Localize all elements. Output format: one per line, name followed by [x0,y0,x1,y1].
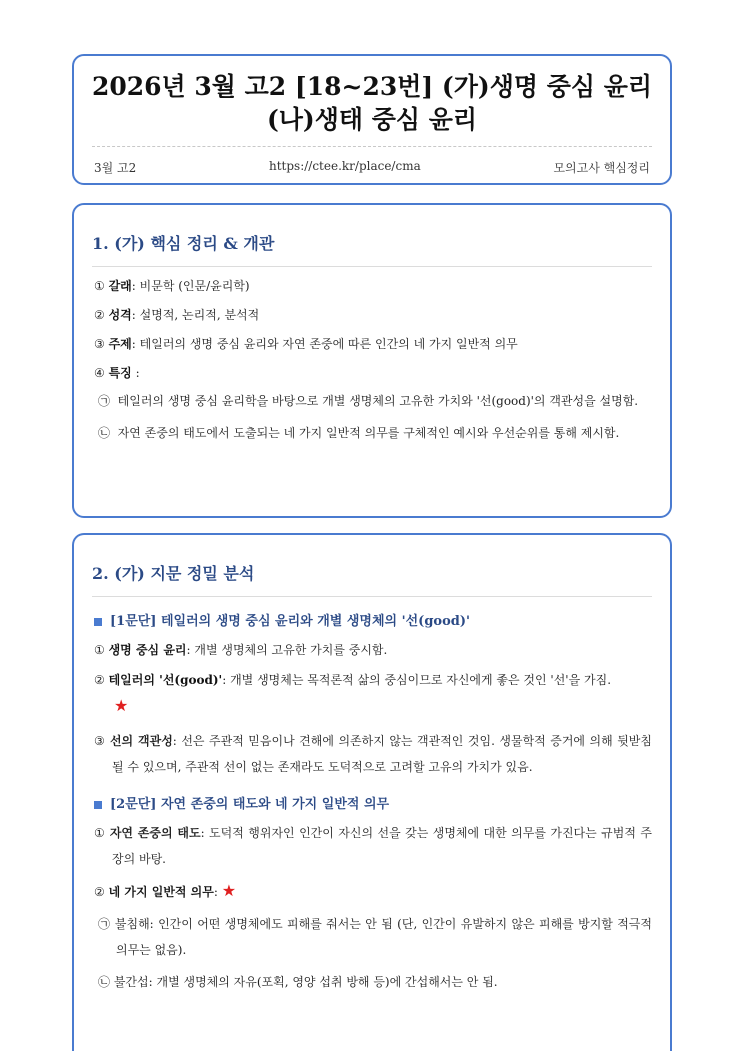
title-line-1: 2026년 3월 고2 [18~23번] (가)생명 중심 윤리 [91,72,653,101]
section-2-card [72,533,672,1051]
para2-item-1: ① 자연 존중의 태도: 도덕적 행위자인 인간이 자신의 선을 갖는 생명체에 대한 의무를 가진다는 규범적 주장의 바탕. [94,826,652,866]
paragraph-1-heading: [1문단] 테일러의 생명 중심 윤리와 개별 생명체의 '선(good)' [74,609,670,635]
overview-item-theme: ③ 주제: 테일러의 생명 중심 윤리와 자연 존중에 따른 인간의 네 가지 일반적 의무 [94,337,518,351]
para1-item-3: ③ 선의 객관성: 선은 주관적 믿음이나 견해에 의존하지 않는 객관적인 것임. 생물학적 증거에 의해 뒷받침될 수 있으며, 주관적 선이 없는 존재라도 도덕적으로 고려할 고유의 가치가 있음. [94,734,652,774]
feature-item-1: ㉠ 테일러의 생명 중심 윤리학을 바탕으로 개별 생명체의 고유한 가치와 '선(good)'의 객관성을 설명함. [98,394,639,408]
overview-item-nature: ② 성격: 설명적, 논리적, 분석적 [94,308,260,322]
paragraph-2-heading: [2문단] 자연 존중의 태도와 네 가지 일반적 의무 [74,792,670,818]
overview-item-genre: ① 갈래: 비문학 (인문/윤리학) [94,279,250,293]
para1-item-2: ② 테일러의 '선(good)': 개별 생명체는 목적론적 삶의 중심이므로 자신에게 좋은 것인 '선'을 가짐. [94,673,612,687]
duty-item-2: ㉡ 불간섭: 개별 생명체의 자유(포획, 영양 섭취 방해 등)에 간섭해서는 안 됨. [98,975,498,989]
para1-item-1: ① 생명 중심 윤리: 개별 생명체의 고유한 가치를 중시함. [94,643,388,657]
section-1-title: 1. (가) 핵심 정리 & 개관 [92,234,275,253]
meta-row [74,147,670,176]
section-1-card [72,203,672,518]
para2-item-2: ② 네 가지 일반적 의무: ★ [94,881,237,900]
section-2-title: 2. (가) 지문 정밀 분석 [92,564,255,583]
overview-item-features: ④ 특징 : [94,366,140,380]
feature-item-2: ㉡ 자연 존중의 태도에서 도출되는 네 가지 일반적 의무를 구체적인 예시와 우선순위를 통해 제시함. [98,426,620,440]
star-icon: ★ [221,881,237,900]
meta-category: 모의고사 핵심정리 [553,161,650,175]
star-icon: ★ [114,696,129,715]
document-title [74,70,670,136]
meta-url[interactable]: https://ctee.kr/place/cma [268,159,421,173]
square-bullet-icon [94,618,102,626]
title-line-2: (나)생태 중심 윤리 [266,105,478,134]
meta-grade: 3월 고2 [94,161,137,175]
para1-star-row [74,693,670,720]
duty-item-1: ㉠ 불침해: 인간이 어떤 생명체에도 피해를 줘서는 안 됨 (단, 인간이 유발하지 않은 피해를 방지할 적극적 의무는 없음). [98,917,652,957]
header-card [72,54,672,185]
square-bullet-icon [94,801,102,809]
